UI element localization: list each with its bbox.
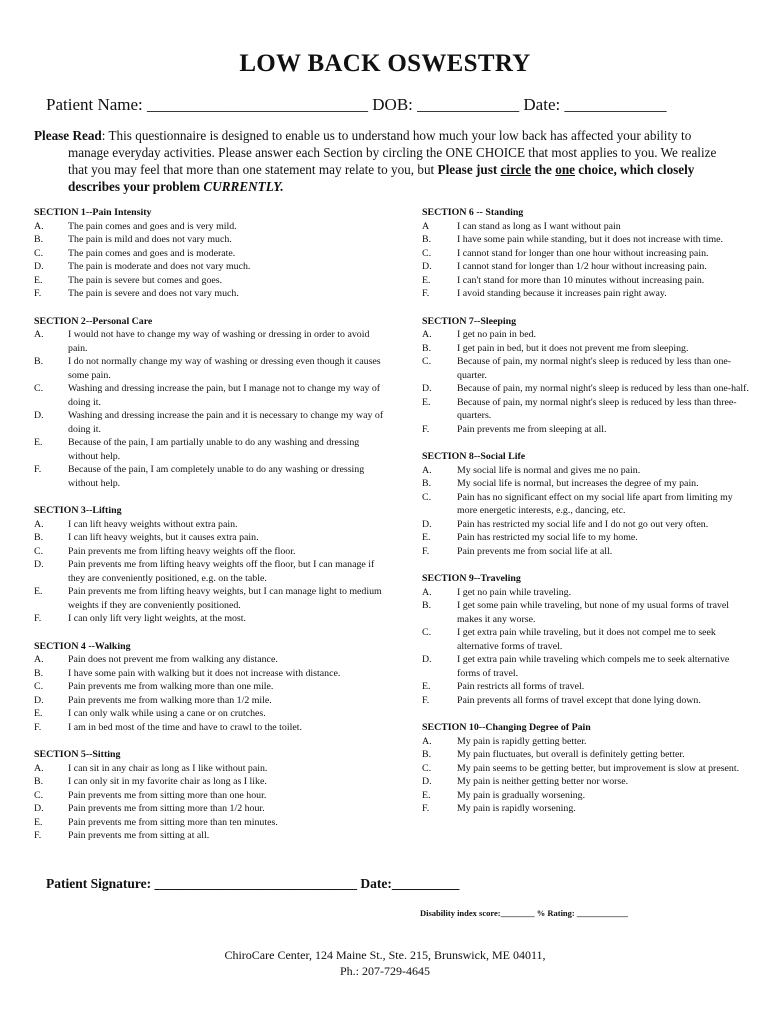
option-letter: A.	[422, 735, 432, 747]
option-text: I get extra pain while traveling, but it does not compel me to seek alternative forms of travel.	[457, 627, 716, 652]
option-text: Because of pain, my normal night's sleep is reduced by less than one-half.	[457, 383, 749, 394]
option-letter: E.	[422, 532, 431, 543]
signature-date-label: Date:	[360, 876, 392, 891]
one-emphasis: one	[555, 162, 575, 177]
section-title: SECTION 5--Sitting	[34, 749, 121, 760]
answer-option[interactable]	[34, 531, 384, 545]
section-title: SECTION 1--Pain Intensity	[34, 207, 152, 218]
answer-option[interactable]	[422, 464, 752, 478]
option-text: Because of the pain, I am completely unable to do any washing or dressing without help.	[68, 464, 365, 489]
option-letter: D.	[422, 776, 432, 787]
option-text: I get pain in bed, but it does not prevent me from sleeping.	[457, 342, 689, 354]
option-text: My pain is rapidly getting better.	[457, 735, 587, 747]
answer-option[interactable]	[422, 748, 752, 762]
option-text: The pain is severe but comes and goes.	[68, 274, 223, 286]
answer-option[interactable]	[34, 775, 384, 789]
answer-option[interactable]	[422, 342, 752, 356]
left-column	[34, 206, 384, 857]
option-text: Pain prevents me from sitting more than 1/2 hour.	[68, 803, 265, 814]
answer-option[interactable]	[34, 233, 384, 247]
option-text: Pain prevents me from walking more than 1/2 mile.	[68, 694, 272, 706]
option-text: The pain comes and goes and is moderate.	[68, 247, 236, 259]
disability-index-field[interactable]: ________	[500, 908, 535, 918]
option-letter: E.	[34, 816, 43, 828]
answer-option[interactable]	[34, 707, 384, 721]
answer-option[interactable]	[34, 653, 384, 667]
option-text: Pain prevents me from walking more than one mile.	[68, 681, 274, 692]
answer-option[interactable]	[34, 802, 384, 816]
option-text: I can lift heavy weights, but it causes extra pain.	[68, 532, 259, 543]
answer-option[interactable]	[34, 612, 384, 626]
option-text: Pain prevents me from sitting more than one hour.	[68, 789, 267, 801]
section-title: SECTION 2--Personal Care	[34, 315, 153, 327]
patient-info-line	[46, 95, 666, 115]
section-title: SECTION 7--Sleeping	[422, 315, 517, 327]
option-letter: B.	[34, 667, 44, 679]
clinic-address: ChiroCare Center, 124 Maine St., Ste. 215, Brunswick, ME 04011,	[224, 948, 546, 962]
section-4-walking	[34, 640, 384, 735]
answer-option[interactable]	[34, 585, 384, 612]
rating-label: % Rating:	[536, 908, 575, 918]
option-text: I get no pain in bed.	[457, 329, 536, 340]
answer-option[interactable]	[422, 531, 752, 545]
option-letter: A.	[34, 518, 44, 530]
option-text: I can sit in any chair as long as I like without pain.	[68, 762, 268, 774]
signature-line	[46, 876, 459, 892]
section-2-personal-care	[34, 315, 384, 491]
answer-option[interactable]	[422, 220, 752, 234]
answer-option[interactable]	[422, 694, 752, 708]
option-letter: C.	[34, 383, 44, 394]
option-letter: D.	[34, 694, 44, 706]
option-letter: E.	[422, 681, 431, 692]
answer-option[interactable]	[422, 735, 752, 749]
option-letter: B.	[34, 776, 44, 787]
option-letter: C.	[34, 789, 44, 801]
option-letter: A.	[34, 329, 44, 340]
answer-option[interactable]	[34, 558, 384, 585]
option-text: I get some pain while traveling, but none of my usual forms of travel makes it any worse.	[457, 600, 730, 625]
dob-label: DOB:	[372, 95, 413, 114]
option-letter: B.	[34, 234, 44, 245]
option-letter: A.	[34, 762, 44, 774]
option-letter: D.	[34, 803, 44, 814]
score-line	[420, 908, 628, 918]
signature-field[interactable]: ______________________________	[154, 876, 357, 891]
answer-option[interactable]	[422, 382, 752, 396]
option-text: I do not normally change my way of washing or dressing even though it causes some pain.	[68, 356, 381, 381]
option-letter: D.	[422, 261, 432, 272]
option-letter: F.	[34, 464, 42, 475]
dob-field[interactable]: ____________	[417, 95, 520, 114]
answer-option[interactable]	[422, 260, 752, 274]
option-letter: F.	[34, 288, 42, 299]
option-letter: C.	[34, 247, 44, 259]
option-text: My pain fluctuates, but overall is definitely getting better.	[457, 749, 685, 760]
section-10-changing-degree	[422, 721, 752, 816]
answer-option[interactable]	[422, 680, 752, 694]
option-text: Pain restricts all forms of travel.	[457, 681, 585, 692]
instructions: Please Read: This questionnaire is designed to enable us to understand how much your low back has affected your ability to manage everyday activities. Please answer each Section by circling the ONE CHOICE that most applies to you. We realize that you may feel that more than one statement may relate to you, but Please just circle the one choice, which closely describes your problem CURRENTLY.	[34, 128, 717, 194]
answer-option[interactable]	[422, 518, 752, 532]
option-letter: F.	[34, 830, 42, 841]
section-3-lifting	[34, 504, 384, 626]
option-letter: B.	[422, 478, 432, 489]
section-title: SECTION 10--Changing Degree of Pain	[422, 722, 591, 733]
answer-option[interactable]	[422, 477, 752, 491]
option-letter: B.	[34, 532, 44, 543]
option-letter: A.	[422, 329, 432, 340]
option-text: I avoid standing because it increases pain right away.	[457, 288, 667, 299]
answer-option[interactable]	[422, 789, 752, 803]
rating-field[interactable]: ____________	[576, 908, 628, 918]
instructions-lead: Please Read	[34, 128, 102, 143]
instructions-text: : This questionnaire is designed to enable us to understand how much your low back has affected your ability to manage everyday activities. Please answer each Section by circling the ONE CHOICE that most applies to you. We realize that you may feel that more than one statement may relate to you, but	[68, 128, 717, 177]
option-letter: A.	[34, 654, 44, 665]
answer-option[interactable]	[34, 816, 384, 830]
option-text: I can lift heavy weights without extra pain.	[68, 518, 238, 530]
option-text: Pain prevents me from sleeping at all.	[457, 423, 607, 435]
answer-option[interactable]	[422, 545, 752, 559]
option-text: Because of pain, my normal night's sleep is reduced by less than three-quarters.	[457, 396, 737, 421]
answer-option[interactable]	[422, 802, 752, 816]
option-text: I can only lift very light weights, at the most.	[68, 613, 246, 624]
option-letter: F.	[34, 613, 42, 624]
answer-option[interactable]	[34, 260, 384, 274]
patient-name-label: Patient Name:	[46, 95, 143, 114]
right-column	[422, 206, 752, 830]
signature-date-field[interactable]: __________	[391, 876, 460, 891]
answer-option[interactable]	[422, 762, 752, 776]
option-letter: E.	[34, 437, 43, 448]
section-title: SECTION 9--Traveling	[422, 573, 521, 584]
answer-option[interactable]	[34, 789, 384, 803]
option-text: I cannot stand for longer than 1/2 hour without increasing pain.	[457, 261, 707, 272]
option-text: I have some pain while standing, but it does not increase with time.	[457, 234, 724, 245]
answer-option[interactable]	[422, 274, 752, 288]
answer-option[interactable]	[34, 463, 384, 490]
option-letter: E.	[34, 708, 43, 719]
option-letter: B.	[422, 342, 432, 354]
section-8-social-life	[422, 450, 752, 558]
answer-option[interactable]	[34, 220, 384, 234]
option-letter: C.	[422, 356, 432, 367]
option-letter: E.	[34, 586, 43, 597]
answer-option[interactable]	[422, 491, 752, 518]
option-letter: C.	[34, 681, 44, 692]
option-letter: B.	[422, 600, 432, 611]
option-letter: C.	[422, 627, 432, 638]
option-letter: C.	[34, 545, 44, 557]
form-title: LOW BACK OSWESTRY	[239, 50, 531, 77]
option-text: Pain prevents me from sitting more than ten minutes.	[68, 816, 278, 828]
answer-option[interactable]	[422, 233, 752, 247]
option-letter: F.	[422, 803, 430, 814]
option-text: Pain prevents me from social life at all.	[457, 545, 613, 557]
option-letter: D.	[422, 383, 432, 394]
option-letter: D.	[422, 518, 432, 530]
answer-option[interactable]	[34, 274, 384, 288]
section-title: SECTION 6 -- Standing	[422, 207, 524, 218]
answer-option[interactable]	[34, 829, 384, 843]
option-text: My pain is neither getting better nor worse.	[457, 776, 629, 787]
currently-emphasis: CURRENTLY.	[203, 179, 284, 194]
option-letter: E.	[422, 274, 431, 286]
patient-name-field[interactable]: __________________________	[147, 95, 369, 114]
option-text: The pain is moderate and does not vary much.	[68, 261, 251, 272]
answer-option[interactable]	[422, 247, 752, 261]
option-text: I get no pain while traveling.	[457, 586, 572, 598]
option-text: Pain has restricted my social life to my home.	[457, 532, 638, 543]
option-text: I can only walk while using a cane or on crutches.	[68, 708, 266, 719]
option-text: The pain comes and goes and is very mild.	[68, 220, 237, 232]
option-text: I can only sit in my favorite chair as long as I like.	[68, 776, 267, 787]
option-letter: B.	[422, 749, 432, 760]
answer-option[interactable]	[422, 355, 752, 382]
answer-option[interactable]	[34, 355, 384, 382]
option-text: My social life is normal, but increases the degree of my pain.	[457, 478, 699, 489]
option-text: I get extra pain while traveling which compels me to seek alternative forms of travel.	[457, 654, 730, 679]
option-text: Because of the pain, I am partially unable to do any washing and dressing without help.	[68, 437, 360, 462]
answer-option[interactable]	[422, 328, 752, 342]
option-letter: C.	[422, 491, 432, 503]
option-text: Pain prevents me from lifting heavy weights off the floor, but I can manage if they are conveniently positioned, e.g. on the table.	[68, 559, 375, 584]
answer-option[interactable]	[422, 653, 752, 680]
answer-option[interactable]	[34, 382, 384, 409]
option-letter: A.	[422, 586, 432, 598]
option-text: My pain seems to be getting better, but improvement is slow at present.	[457, 762, 740, 774]
signature-label: Patient Signature:	[46, 876, 152, 891]
answer-option[interactable]	[34, 436, 384, 463]
option-text: Pain prevents all forms of travel except that done lying down.	[457, 694, 701, 706]
answer-option[interactable]	[34, 667, 384, 681]
footer	[0, 947, 770, 979]
answer-option[interactable]	[34, 409, 384, 436]
option-letter: E.	[422, 396, 431, 408]
answer-option[interactable]	[422, 599, 752, 626]
answer-option[interactable]	[34, 694, 384, 708]
answer-option[interactable]	[34, 247, 384, 261]
answer-option[interactable]	[34, 328, 384, 355]
answer-option[interactable]	[34, 680, 384, 694]
circle-emphasis: circle	[500, 162, 532, 177]
option-letter: E.	[34, 274, 43, 286]
option-text: Pain has no significant effect on my social life apart from limiting my more energetic interests, e.g., dancing, etc.	[457, 491, 733, 516]
option-letter: F.	[34, 721, 42, 733]
clinic-phone: Ph.: 207-729-4645	[340, 964, 430, 978]
option-letter: B.	[422, 234, 432, 245]
option-letter: F.	[422, 694, 430, 706]
option-text: The pain is severe and does not vary much.	[68, 288, 239, 299]
disability-index-label: Disability index score:	[420, 908, 501, 918]
section-title: SECTION 8--Social Life	[422, 451, 526, 462]
answer-option[interactable]	[34, 518, 384, 532]
answer-option[interactable]	[422, 396, 752, 423]
answer-option[interactable]	[422, 287, 752, 301]
option-text: My pain is rapidly worsening.	[457, 803, 576, 814]
option-text: The pain is mild and does not vary much.	[68, 234, 232, 245]
option-letter: D.	[34, 559, 44, 570]
section-title: SECTION 4 --Walking	[34, 640, 131, 652]
option-text: Washing and dressing increase the pain and it is necessary to change my way of doing it.	[68, 410, 384, 435]
date-label: Date:	[523, 95, 561, 114]
answer-option[interactable]	[34, 545, 384, 559]
section-6-standing	[422, 206, 752, 301]
option-text: I can't stand for more than 10 minutes without increasing pain.	[457, 274, 705, 286]
option-text: I cannot stand for longer than one hour without increasing pain.	[457, 247, 709, 259]
option-text: Washing and dressing increase the pain, but I manage not to change my way of doing it.	[68, 383, 381, 408]
option-text: Pain prevents me from lifting heavy weights, but I can manage light to medium weights if they are conveniently positioned.	[68, 586, 382, 611]
option-letter: A	[422, 220, 430, 232]
answer-option[interactable]	[422, 423, 752, 437]
section-9-traveling	[422, 572, 752, 707]
option-letter: A.	[422, 464, 432, 476]
option-text: I have some pain with walking but it does not increase with distance.	[68, 667, 341, 679]
option-text: My pain is gradually worsening.	[457, 789, 586, 801]
option-letter: F.	[422, 423, 430, 435]
option-text: I would not have to change my way of washing or dressing in order to avoid pain.	[68, 329, 370, 354]
section-7-sleeping	[422, 315, 752, 437]
option-text: My social life is normal and gives me no pain.	[457, 464, 641, 476]
answer-option[interactable]	[34, 762, 384, 776]
option-text: Pain has restricted my social life and I do not go out very often.	[457, 518, 709, 530]
option-text: Pain prevents me from sitting at all.	[68, 830, 210, 841]
option-letter: D.	[34, 410, 44, 421]
option-text: Because of pain, my normal night's sleep is reduced by less than one-quarter.	[457, 356, 732, 381]
option-letter: C.	[422, 247, 432, 259]
section-title: SECTION 3--Lifting	[34, 505, 122, 516]
answer-option[interactable]	[422, 626, 752, 653]
answer-option[interactable]	[34, 287, 384, 301]
section-5-sitting	[34, 748, 384, 843]
option-letter: C.	[422, 762, 432, 774]
option-letter: F.	[422, 288, 430, 299]
answer-option[interactable]	[34, 721, 384, 735]
option-letter: D.	[422, 654, 432, 665]
option-letter: F.	[422, 545, 430, 557]
option-letter: D.	[34, 261, 44, 272]
answer-option[interactable]	[422, 775, 752, 789]
option-letter: B.	[34, 356, 44, 367]
date-field[interactable]: ____________	[564, 95, 667, 114]
answer-option[interactable]	[422, 586, 752, 600]
section-1-pain-intensity	[34, 206, 384, 301]
option-letter: A.	[34, 220, 44, 232]
option-text: Pain prevents me from lifting heavy weights off the floor.	[68, 545, 296, 557]
option-text: I am in bed most of the time and have to crawl to the toilet.	[68, 721, 302, 733]
option-text: Pain does not prevent me from walking any distance.	[68, 654, 278, 665]
option-letter: E.	[422, 789, 431, 801]
option-text: I can stand as long as I want without pain	[457, 220, 621, 232]
